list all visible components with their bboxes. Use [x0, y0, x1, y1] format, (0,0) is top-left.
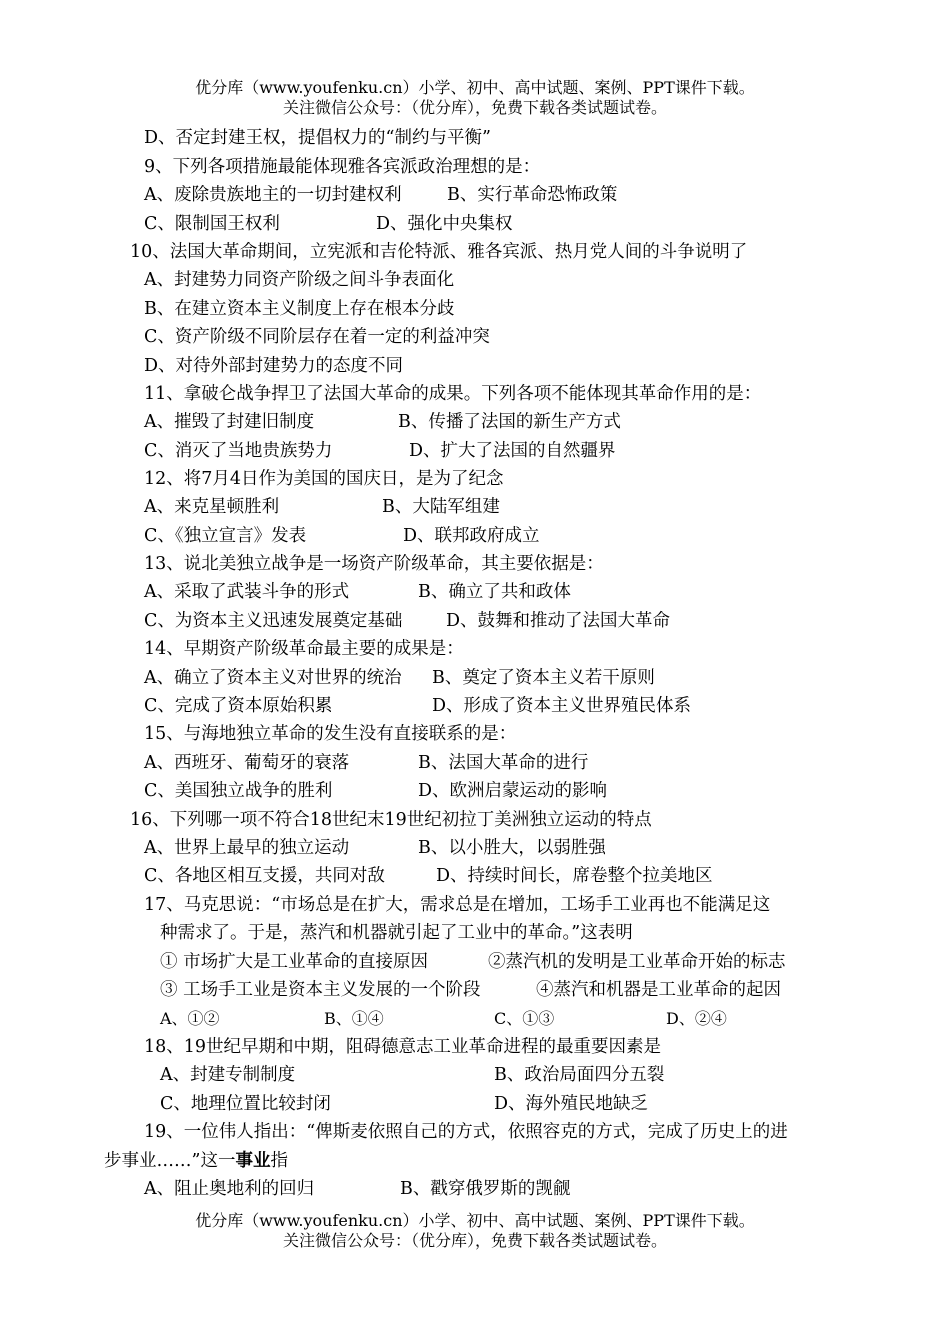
q16-options-ab	[144, 836, 904, 860]
q19-options-ab	[144, 1177, 904, 1201]
q14-stem: 14、早期资产阶级革命最主要的成果是：	[144, 639, 464, 659]
q14-option-a: A、确立了资本主义对世界的统治	[144, 668, 402, 688]
q10-option-b: B、在建立资本主义制度上存在根本分歧	[144, 299, 455, 319]
q17-statement-3: ③ 工场手工业是资本主义发展的一个阶段	[160, 980, 481, 1000]
q18-option-b: B、政治局面四分五裂	[494, 1065, 665, 1085]
q16-stem: 16、下列哪一项不符合18世纪末19世纪初拉丁美洲独立运动的特点	[130, 810, 652, 830]
q14-option-d: D、形成了资本主义世界殖民体系	[432, 696, 692, 716]
q19-stem-line-2-pre: 步事业……”这一	[104, 1151, 236, 1171]
q15-option-b: B、法国大革命的进行	[418, 753, 589, 773]
q17-stem-line-2: 种需求了。于是，蒸汽和机器就引起了工业中的革命。”这表明	[160, 923, 633, 943]
q18-option-d: D、海外殖民地缺乏	[494, 1094, 649, 1114]
q16-option-b: B、以小胜大，以弱胜强	[418, 838, 606, 858]
q17-option-a: A、①②	[160, 1009, 220, 1028]
q15-option-c: C、美国独立战争的胜利	[144, 781, 333, 801]
q17-option-b: B、①④	[324, 1009, 384, 1028]
header-line-2: 关注微信公众号：（优分库），免费下载各类试题试卷。	[282, 98, 667, 117]
q9-option-c: C、限制国王权利	[144, 214, 280, 234]
q9-options-ab	[144, 183, 904, 207]
q13-option-c: C、为资本主义迅速发展奠定基础	[144, 611, 403, 631]
q12-options-ab	[144, 495, 904, 519]
q12-option-c: C、《独立宣言》发表	[144, 526, 307, 546]
q12-options-cd	[144, 524, 904, 548]
q15-option-d: D、欧洲启蒙运动的影响	[418, 781, 608, 801]
q19-stem-line-1: 19、一位伟人指出：“俾斯麦依照自己的方式，依照容克的方式，完成了历史上的进	[144, 1122, 788, 1142]
q18-options-cd	[160, 1092, 900, 1116]
q9-stem: 9、下列各项措施最能体现雅各宾派政治理想的是：	[144, 157, 541, 177]
q12-stem: 12、将7月4日作为美国的国庆日，是为了纪念	[144, 469, 504, 489]
q13-stem: 13、说北美独立战争是一场资产阶级革命，其主要依据是：	[144, 554, 604, 574]
q11-options-cd	[144, 439, 904, 463]
header-line-1: 优分库（www.youfenku.cn）小学、初中、高中试题、案例、PPT课件下载。	[195, 78, 755, 97]
q17-options	[160, 1007, 900, 1031]
q16-option-d: D、持续时间长，席卷整个拉美地区	[436, 866, 713, 886]
q12-option-a: A、来克星顿胜利	[144, 497, 280, 517]
q16-options-cd	[144, 864, 904, 888]
q19-stem-line-2-bold: 事业	[235, 1151, 271, 1171]
q18-options-ab	[160, 1063, 900, 1087]
q17-option-d: D、②④	[666, 1009, 727, 1028]
q18-stem: 18、19世纪早期和中期，阻碍德意志工业革命进程的最重要因素是	[144, 1037, 662, 1057]
q11-stem: 11、拿破仑战争捍卫了法国大革命的成果。下列各项不能体现其革命作用的是：	[144, 384, 762, 404]
q19-stem-line-2	[104, 1149, 288, 1173]
q10-option-c: C、资产阶级不同阶层存在着一定的利益冲突	[144, 327, 490, 347]
q13-option-a: A、采取了武装斗争的形式	[144, 582, 350, 602]
q17-statements-34	[160, 978, 900, 1002]
q8-option-d: D、否定封建王权，提倡权力的“制约与平衡”	[144, 128, 491, 148]
q15-options-cd	[144, 779, 904, 803]
q17-statement-4: ④蒸汽和机器是工业革命的起因	[536, 980, 781, 1000]
q13-options-ab	[144, 580, 904, 604]
q11-options-ab	[144, 410, 904, 434]
q17-stem-line-1: 17、马克思说：“市场总是在扩大，需求总是在增加，工场手工业再也不能满足这	[144, 895, 771, 915]
q14-option-c: C、完成了资本原始积累	[144, 696, 333, 716]
q9-options-cd	[144, 212, 904, 236]
q15-options-ab	[144, 751, 904, 775]
footer-line-1: 优分库（www.youfenku.cn）小学、初中、高中试题、案例、PPT课件下载。	[195, 1211, 755, 1230]
q10-option-a: A、封建势力同资产阶级之间斗争表面化	[144, 270, 455, 290]
q9-option-b: B、实行革命恐怖政策	[447, 185, 618, 205]
q16-option-c: C、各地区相互支援，共同对敌	[144, 866, 385, 886]
q13-option-b: B、确立了共和政体	[418, 582, 571, 602]
q15-stem: 15、与海地独立革命的发生没有直接联系的是：	[144, 724, 517, 744]
q18-option-a: A、封建专制制度	[160, 1065, 296, 1085]
q11-option-d: D、扩大了法国的自然疆界	[409, 441, 616, 461]
q11-option-c: C、消灭了当地贵族势力	[144, 441, 333, 461]
q12-option-b: B、大陆军组建	[382, 497, 500, 517]
q18-option-c: C、地理位置比较封闭	[160, 1094, 331, 1114]
q19-stem-line-2-post: 指	[270, 1151, 288, 1171]
q10-stem: 10、法国大革命期间，立宪派和吉伦特派、雅各宾派、热月党人间的斗争说明了	[130, 242, 748, 262]
q9-option-a: A、废除贵族地主的一切封建权利	[144, 185, 402, 205]
q15-option-a: A、西班牙、葡萄牙的衰落	[144, 753, 350, 773]
q19-option-a: A、阻止奥地利的回归	[144, 1179, 315, 1199]
q17-statements-12	[160, 950, 900, 974]
q14-options-cd	[144, 694, 904, 718]
footer-line-2: 关注微信公众号：（优分库），免费下载各类试题试卷。	[282, 1231, 667, 1250]
q11-option-a: A、摧毁了封建旧制度	[144, 412, 315, 432]
q13-options-cd	[144, 609, 904, 633]
q11-option-b: B、传播了法国的新生产方式	[398, 412, 621, 432]
q17-statement-1: ① 市场扩大是工业革命的直接原因	[160, 952, 429, 972]
q14-option-b: B、奠定了资本主义若干原则	[432, 668, 655, 688]
q17-statement-2: ②蒸汽机的发明是工业革命开始的标志	[488, 952, 786, 972]
q16-option-a: A、世界上最早的独立运动	[144, 838, 350, 858]
q10-option-d: D、对待外部封建势力的态度不同	[144, 356, 404, 376]
q14-options-ab	[144, 666, 904, 690]
q19-option-b: B、戳穿俄罗斯的觊觎	[400, 1179, 571, 1199]
q13-option-d: D、鼓舞和推动了法国大革命	[446, 611, 671, 631]
q17-option-c: C、①③	[494, 1009, 555, 1028]
q9-option-d: D、强化中央集权	[376, 214, 513, 234]
q12-option-d: D、联邦政府成立	[403, 526, 540, 546]
